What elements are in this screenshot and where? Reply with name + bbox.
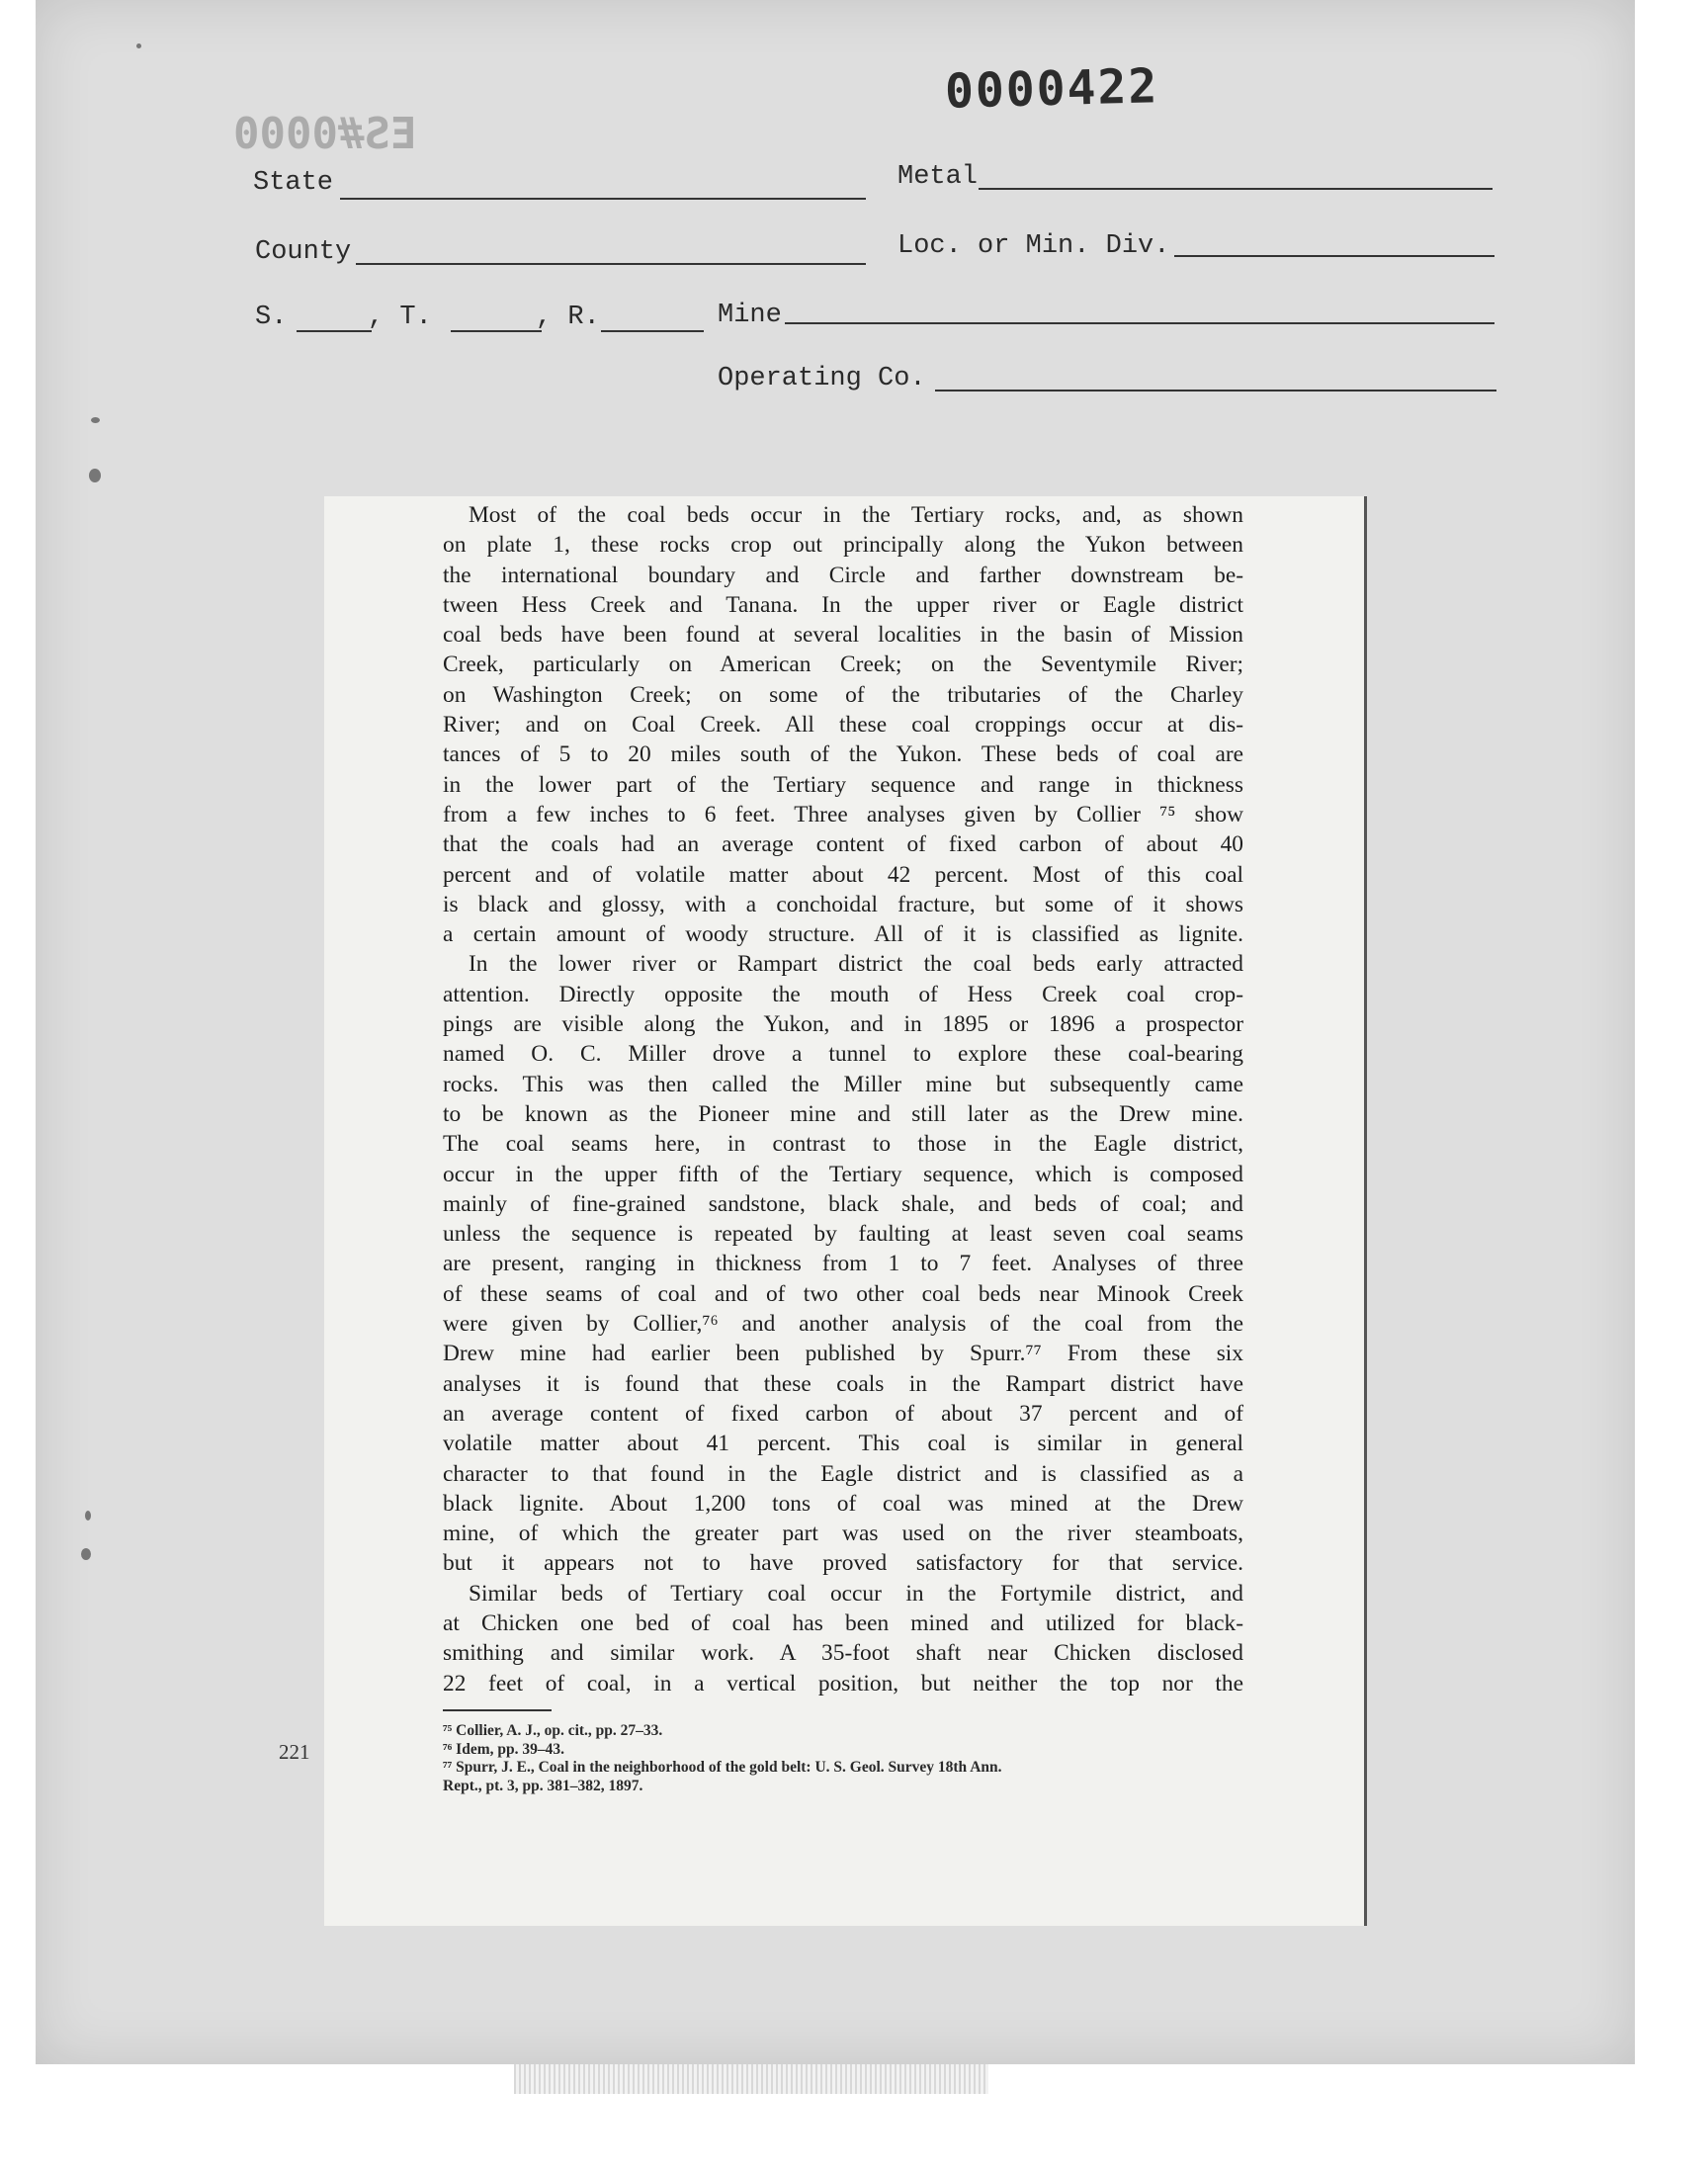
text-line: from a few inches to 6 feet. Three analyses given by Collier ⁷⁵ show [443, 801, 1243, 827]
text-line: Most of the coal beds occur in the Tertiary rocks, and, as shown [469, 502, 1243, 528]
text-line: pings are visible along the Yukon, and in 1895 or 1896 a prospector [443, 1011, 1243, 1038]
text-line: an average content of fixed carbon of about 37 percent and of [443, 1400, 1243, 1427]
footnote-75: ⁷⁵ Collier, A. J., op. cit., pp. 27–33. [443, 1722, 663, 1739]
section-label: S. [255, 303, 288, 332]
text-line: mine, of which the greater part was used on the river steamboats, [443, 1521, 1243, 1547]
text-line: a certain amount of woody structure. All of it is classified as lignite. [443, 921, 1243, 948]
scan-speck [85, 1511, 91, 1521]
text-line: unless the sequence is repeated by faulting at least seven coal seams [443, 1221, 1243, 1248]
text-line: but it appears not to have proved satisfactory for that service. [443, 1550, 1243, 1577]
location-label: Loc. or Min. Div. [897, 231, 1170, 261]
text-line: of these seams of coal and of two other coal beds near Minook Creek [443, 1280, 1243, 1307]
footnote-rule [443, 1709, 552, 1711]
scanner-edge-strip [514, 2064, 988, 2094]
scan-speck [91, 417, 100, 423]
section-line[interactable] [297, 330, 372, 332]
text-line: are present, ranging in thickness from 1 to 7 feet. Analyses of three [443, 1251, 1243, 1277]
text-line: attention. Directly opposite the mouth of Hess Creek coal crop- [443, 981, 1243, 1007]
text-line: named O. C. Miller drove a tunnel to explore these coal-bearing [443, 1041, 1243, 1068]
text-line: tances of 5 to 20 miles south of the Yukon. These beds of coal are [443, 741, 1243, 768]
footnote-77-continued: Rept., pt. 3, pp. 381–382, 1897. [443, 1777, 643, 1794]
text-line: volatile matter about 41 percent. This coal is similar in general [443, 1431, 1243, 1457]
operating-co-label: Operating Co. [718, 364, 926, 393]
text-line: coal beds have been found at several localities in the basin of Mission [443, 622, 1243, 649]
scan-speck [89, 469, 101, 482]
mine-label: Mine [718, 301, 782, 330]
location-line[interactable] [1174, 255, 1494, 257]
text-line: The coal seams here, in contrast to those in the Eagle district, [443, 1131, 1243, 1158]
article-body [443, 500, 1243, 1698]
metal-line[interactable] [979, 188, 1493, 190]
county-line[interactable] [356, 263, 866, 265]
text-line: occur in the upper fifth of the Tertiary sequence, which is composed [443, 1161, 1243, 1187]
text-line: on Washington Creek; on some of the tributaries of the Charley [443, 681, 1243, 708]
footnote-77: ⁷⁷ Spurr, J. E., Coal in the neighborhood of the gold belt: U. S. Geol. Survey 18th Ann. [443, 1759, 1002, 1776]
document-number: 0000422 [944, 58, 1159, 120]
text-line: black lignite. About 1,200 tons of coal was mined at the Drew [443, 1490, 1243, 1517]
text-line: Drew mine had earlier been published by Spurr.⁷⁷ From these six [443, 1341, 1243, 1367]
text-line: at Chicken one bed of coal has been mined and utilized for black- [443, 1610, 1243, 1636]
township-line[interactable] [451, 330, 542, 332]
text-line: smithing and similar work. A 35-foot shaft near Chicken disclosed [443, 1640, 1243, 1667]
text-line: is black and glossy, with a conchoidal fracture, but some of it shows [443, 891, 1243, 917]
metal-label: Metal [897, 162, 979, 192]
text-line: analyses it is found that these coals in the Rampart district have [443, 1370, 1243, 1397]
text-line: In the lower river or Rampart district the coal beds early attracted [469, 951, 1243, 978]
paragraph [443, 949, 1243, 1578]
county-label: County [255, 237, 352, 267]
text-line: 22 feet of coal, in a vertical position, but neither the top nor the [443, 1670, 1243, 1696]
text-line: to be known as the Pioneer mine and still later as the Drew mine. [443, 1100, 1243, 1127]
text-line: that the coals had an average content of fixed carbon of about 40 [443, 831, 1243, 858]
text-line: tween Hess Creek and Tanana. In the upper river or Eagle district [443, 591, 1243, 618]
text-line: on plate 1, these rocks crop out principally along the Yukon between [443, 532, 1243, 559]
text-line: Creek, particularly on American Creek; on the Seventymile River; [443, 652, 1243, 678]
mine-line[interactable] [785, 322, 1494, 324]
scan-speck [81, 1548, 91, 1560]
page-number: 221 [279, 1740, 310, 1764]
township-label: , T. [368, 303, 432, 332]
article-clipping [324, 496, 1367, 1926]
operating-co-line[interactable] [935, 390, 1496, 392]
state-line[interactable] [340, 198, 866, 200]
mirrored-stamp-number: ES#0000 [233, 109, 417, 159]
text-line: Similar beds of Tertiary coal occur in the Fortymile district, and [469, 1580, 1243, 1607]
scan-speck [136, 44, 141, 48]
paragraph [443, 1579, 1243, 1698]
text-line: character to that found in the Eagle district and is classified as a [443, 1460, 1243, 1487]
range-label: , R. [536, 303, 600, 332]
text-line: were given by Collier,⁷⁶ and another analysis of the coal from the [443, 1311, 1243, 1338]
paragraph [443, 500, 1243, 949]
text-line: mainly of fine-grained sandstone, black shale, and beds of coal; and [443, 1190, 1243, 1217]
state-label: State [253, 168, 334, 198]
text-line: River; and on Coal Creek. All these coal croppings occur at dis- [443, 712, 1243, 739]
text-line: rocks. This was then called the Miller mine but subsequently came [443, 1071, 1243, 1097]
text-line: percent and of volatile matter about 42 percent. Most of this coal [443, 861, 1243, 888]
text-line: in the lower part of the Tertiary sequence and range in thickness [443, 771, 1243, 798]
footnote-76: ⁷⁶ Idem, pp. 39–43. [443, 1740, 564, 1758]
text-line: the international boundary and Circle and farther downstream be- [443, 562, 1243, 588]
footnotes [443, 1722, 1253, 1795]
range-line[interactable] [601, 330, 704, 332]
